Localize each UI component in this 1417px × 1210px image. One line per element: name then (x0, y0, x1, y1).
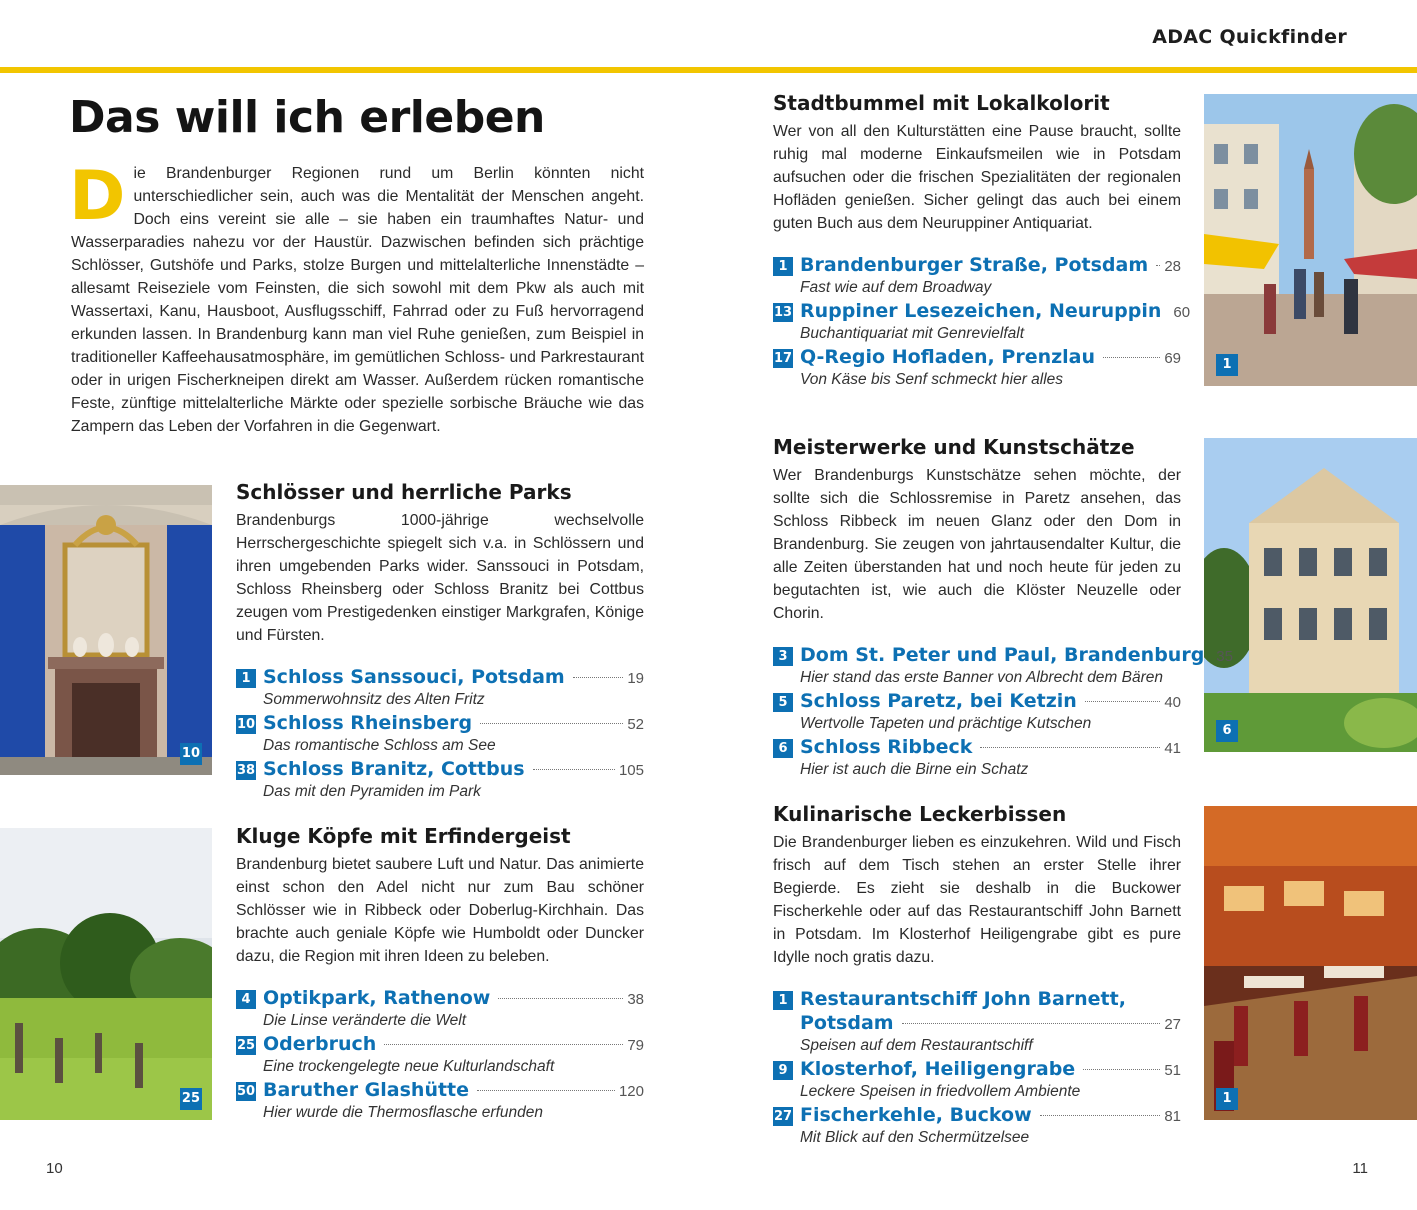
entry-page: 19 (627, 670, 644, 687)
photo-villa (1204, 438, 1417, 752)
entry-number: 17 (774, 351, 793, 366)
photo-palace-interior (0, 485, 212, 775)
entry-place[interactable]: Schloss Paretz, bei Ketzin (800, 690, 1077, 712)
entry-tagline: Hier stand das erste Banner von Albrecht dem Bären (800, 669, 1164, 686)
entry-place[interactable]: Fischerkehle, Buckow (800, 1104, 1032, 1126)
section-body: Die Brandenburger lieben es einzukehren. Wild und Fisch frisch auf dem Tisch stehen an erster Stelle ihrer Begierde. Es zieht sie deshalb in die Buckower Fischerkehle oder auf das Restaurantschiff John Barnett in Potsdam. Im Klosterhof Heiligengrabe gibt es pure Idylle noch gratis dazu. (773, 834, 1181, 966)
photo-shopping-street (1204, 94, 1417, 386)
entry-tagline: Hier ist auch die Birne ein Schatz (800, 761, 1029, 778)
entry-place[interactable]: Ruppiner Lesezeichen, Neuruppin (800, 300, 1162, 322)
entry-tagline: Mit Blick auf den Schermützelsee (800, 1129, 1030, 1146)
leader-dots (480, 723, 623, 724)
entry-place[interactable]: Schloss Ribbeck (800, 736, 973, 758)
page-title: Das will ich erleben (69, 92, 545, 143)
entry[interactable] (773, 643, 1233, 689)
entry-page: 38 (627, 991, 644, 1008)
entry[interactable] (236, 665, 644, 711)
entry-number: 9 (773, 1061, 793, 1080)
entry-tagline: Buchantiquariat mit Genrevielfalt (800, 325, 1025, 342)
entry-tagline: Leckere Speisen in friedvollem Ambiente (800, 1083, 1081, 1100)
restaurant-image (1204, 806, 1417, 1120)
leader-dots (533, 769, 615, 770)
entry[interactable] (236, 1078, 644, 1124)
leader-dots (1040, 1115, 1161, 1116)
photo-badge: 1 (1216, 1088, 1238, 1110)
leader-dots (498, 998, 623, 999)
entry-number: 50 (237, 1084, 256, 1099)
entry-page: 79 (627, 1037, 644, 1054)
entry-page: 40 (1164, 694, 1181, 711)
page-number-left: 10 (46, 1160, 63, 1177)
entry-list (773, 643, 1233, 781)
palace-interior-image (0, 485, 212, 775)
entry-page: 27 (1164, 1016, 1181, 1033)
section-title: Kulinarische Leckerbissen (773, 802, 1067, 826)
drop-cap: D (69, 157, 126, 236)
entry[interactable] (773, 1057, 1181, 1103)
section-title: Kluge Köpfe mit Erfindergeist (236, 824, 571, 848)
entry-place[interactable]: Schloss Rheinsberg (263, 712, 473, 734)
entry-tagline: Von Käse bis Senf schmeckt hier alles (800, 371, 1064, 388)
photo-badge: 6 (1216, 720, 1238, 742)
photo-badge: 25 (180, 1088, 202, 1110)
photo-badge: 1 (1216, 354, 1238, 376)
photo-restaurant (1204, 806, 1417, 1120)
entry-list (773, 253, 1191, 391)
entry-place[interactable]: Optikpark, Rathenow (263, 987, 491, 1009)
entry[interactable] (773, 345, 1181, 391)
entry-number: 25 (237, 1038, 256, 1053)
leader-dots (1156, 265, 1160, 266)
entry-place[interactable]: Klosterhof, Heiligengrabe (800, 1058, 1076, 1080)
leader-dots (980, 747, 1160, 748)
entry-tagline: Das romantische Schloss am See (263, 737, 496, 754)
entry-number: 27 (774, 1109, 793, 1124)
entry-tagline: Hier wurde die Thermosflasche erfunden (263, 1104, 543, 1121)
leader-dots (1085, 701, 1161, 702)
entry-number: 1 (773, 991, 793, 1010)
entry-tagline: Die Linse veränderte die Welt (263, 1012, 467, 1029)
entry[interactable] (773, 735, 1181, 781)
section-kulinarisch (773, 801, 1181, 1149)
header-rule (0, 67, 1417, 73)
entry[interactable] (236, 1032, 644, 1078)
entry-page: 60 (1173, 304, 1191, 321)
page-number-right: 11 (1352, 1160, 1368, 1177)
entry-place[interactable]: Brandenburger Straße, Potsdam (800, 254, 1149, 276)
villa-image (1204, 438, 1417, 752)
entry-tagline: Speisen auf dem Restaurantschiff (800, 1037, 1033, 1054)
entry[interactable] (773, 253, 1181, 299)
running-header: ADAC Quickfinder (1152, 26, 1347, 48)
leader-dots (384, 1044, 623, 1045)
entry[interactable] (773, 1103, 1181, 1149)
entry-number: 1 (236, 669, 256, 688)
entry-place[interactable]: Restaurantschiff John Barnett, (800, 988, 1126, 1010)
entry-page: 81 (1164, 1108, 1181, 1125)
section-title: Schlösser und herrliche Parks (236, 480, 572, 504)
entry-tagline: Sommerwohnsitz des Alten Fritz (263, 691, 485, 708)
entry-page: 41 (1164, 740, 1181, 757)
entry[interactable] (773, 689, 1181, 735)
entry-place[interactable]: Q-Regio Hofladen, Prenzlau (800, 346, 1096, 368)
photo-meadow (0, 828, 212, 1120)
entry[interactable] (773, 987, 1181, 1057)
leader-dots (902, 1023, 1161, 1024)
leader-dots (573, 677, 624, 678)
photo-badge: 10 (180, 743, 202, 765)
entry-tagline: Fast wie auf dem Broadway (800, 279, 992, 296)
entry[interactable] (236, 757, 644, 803)
street-image (1204, 94, 1417, 386)
leader-dots (1103, 357, 1160, 358)
entry-page: 35 (1216, 648, 1233, 665)
entry-page: 28 (1164, 258, 1181, 275)
leader-dots (477, 1090, 615, 1091)
section-body: Wer von all den Kulturstätten eine Pause braucht, sollte ruhig mal moderne Einkaufsmeilen wie in Potsdam aufsuchen oder die frischen Spezialitäten der regionalen Hofläden genießen. Sicher gelingt das auch bei einem guten Buch aus dem Neuruppiner Antiquariat. (773, 123, 1181, 232)
section-kluge-koepfe (236, 823, 644, 1124)
intro-text: ie Brandenburger Regionen rund um Berlin könnten nicht unterschiedlicher sein, auch was die Mentalität der Menschen angeht. Doch eins vereint sie alle – sie haben ein traumhaftes Natur- und Wasserparadies nahezu vor der Haustür. Dazwischen befinden sich prächtige Schlösser, Gutshöfe und Parks, stolze Burgen und mittelalterliche Innenstädte – allesamt Reiseziele vom Feinsten, die sich sowohl mit dem Pkw als auch mit Wassertaxi, Kanu, Hausboot, Ausflugsschiff, Fahrrad oder zu Fuß hervorragend erkunden lassen. In Brandenburg kann man viel Ruhe genießen, zum Beispiel in traditioneller Kaffeehausatmosphäre, im gemütlichen Schloss- und Parkrestaurant oder in urigen Fischerkneipen direkt am Wasser. Außerdem rücken romantische Feste, zünftige mittelalterliche Märkte oder spezielle sorbische Bräuche wie das Zampern das Leben der Vorfahren in die Gegenwart. (71, 165, 644, 435)
entry-number: 6 (773, 739, 793, 758)
entry-number: 10 (237, 717, 256, 732)
section-meisterwerke (773, 434, 1233, 781)
entry-number: 1 (773, 257, 793, 276)
entry-list (236, 986, 644, 1124)
entry-tagline: Eine trockengelegte neue Kulturlandschaft (263, 1058, 555, 1075)
entry-place[interactable]: Schloss Sanssouci, Potsdam (263, 666, 565, 688)
entry-tagline: Wertvolle Tapeten und prächtige Kutschen (800, 715, 1092, 732)
entry-page: 105 (618, 762, 644, 779)
entry-number: 13 (774, 305, 793, 320)
meadow-image (0, 828, 212, 1120)
intro-paragraph (69, 157, 644, 438)
entry-page: 51 (1164, 1062, 1181, 1079)
entry-list (773, 987, 1181, 1149)
entry-place[interactable]: Dom St. Peter und Paul, Brandenburg (800, 644, 1205, 666)
entry-place-line2[interactable]: Potsdam (800, 1012, 894, 1034)
entry[interactable] (236, 986, 644, 1032)
section-title: Stadtbummel mit Lokalkolorit (773, 91, 1110, 115)
entry[interactable] (773, 299, 1191, 345)
leader-dots (1083, 1069, 1160, 1070)
entry-number: 5 (773, 693, 793, 712)
entry-number: 4 (236, 990, 256, 1009)
section-stadtbummel (773, 90, 1191, 391)
entry[interactable] (236, 711, 644, 757)
entry-place[interactable]: Schloss Branitz, Cottbus (263, 758, 525, 780)
section-title: Meisterwerke und Kunstschätze (773, 435, 1135, 459)
entry-page: 52 (627, 716, 644, 733)
entry-page: 69 (1164, 350, 1181, 367)
entry-number: 38 (237, 763, 256, 778)
entry-list (236, 665, 644, 803)
entry-place[interactable]: Oderbruch (263, 1033, 377, 1055)
entry-tagline: Das mit den Pyramiden im Park (263, 783, 481, 800)
section-schloesser (236, 479, 644, 803)
section-body: Wer Brandenburgs Kunstschätze sehen möchte, der sollte sich die Schlossremise in Paretz ansehen, das Schloss Ribbeck im neuen Glanz oder den Dom in Brandenburg. Sie zeugen von jahrtausendalter Kultur, die alle Zeiten überstanden hat und noch heute für jeden zu begutachten ist, wie auch die Klöster Neuzelle oder Chorin. (773, 467, 1181, 622)
section-body: Brandenburg bietet saubere Luft und Natur. Das animierte einst schon den Adel nicht nur zum Bau schöner Schlösser wie in Ribbeck oder Doberlug-Kirchhain. Das brachte auch geniale Köpfe wie Humboldt oder Duncker dazu, die Region mit ihren Ideen zu beleben. (236, 856, 644, 965)
entry-place[interactable]: Baruther Glashütte (263, 1079, 470, 1101)
entry-number: 3 (773, 647, 793, 666)
entry-page: 120 (618, 1083, 644, 1100)
section-body: Brandenburgs 1000-jährige wechselvolle Herrschergeschichte spiegelt sich v.a. in Schlössern und ihren umgebenden Parks wider. Sanssouci in Potsdam, Schloss Rheinsberg oder Schloss Branitz bei Cottbus zeugen vom Prestigedenken einstiger Markgrafen, Könige und Fürsten. (236, 512, 644, 644)
